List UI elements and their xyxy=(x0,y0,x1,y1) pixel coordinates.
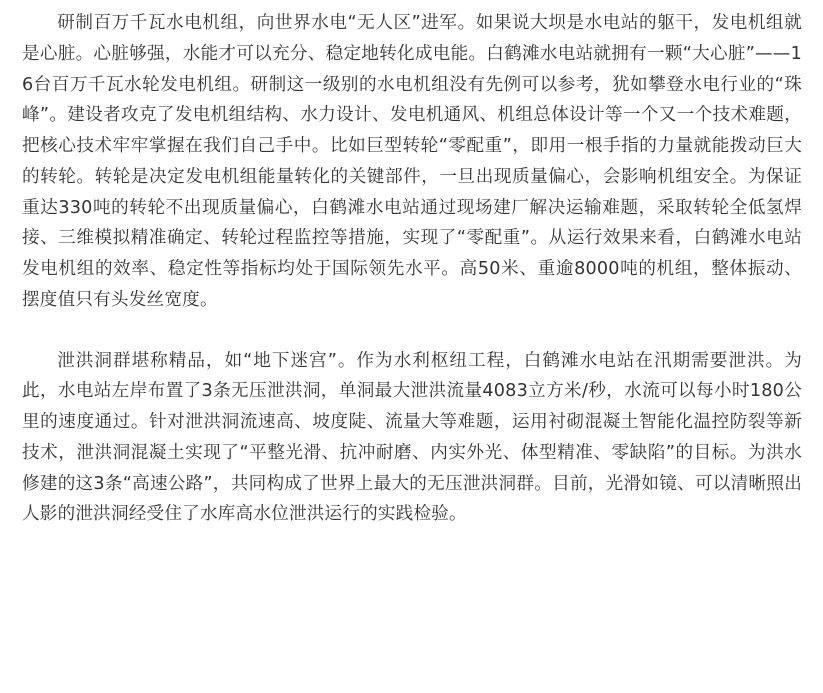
paragraph-spillway-tunnels: 泄洪洞群堪称精品，如“地下迷宫”。作为水利枢纽工程，白鹤滩水电站在汛期需要泄洪。为此，水电站左岸布置了3条无压泄洪洞，单洞最大泄洪流量4083立方米/秒，水流可以每小时180公里的速度通过。针对泄洪洞流速高、坡度陡、流量大等难题，运用衬砌混凝土智能化温控防裂等新技术，泄洪洞混凝土实现了“平整光滑、抗冲耐磨、内实外光、体型精准、零缺陷”的目标。为洪水修建的这3条“高速公路”，共同构成了世界上最大的无压泄洪洞群。目前，光滑如镜、可以清晰照出人影的泄洪洞经受住了水库高水位泄洪运行的实践检验。 xyxy=(22,350,802,525)
paragraph-generator-units: 研制百万千瓦水电机组，向世界水电“无人区”进军。如果说大坝是水电站的躯干，发电机组就是心脏。心脏够强，水能才可以充分、稳定地转化成电能。白鹤滩水电站就拥有一颗“大心脏”——16台百万千瓦水轮发电机组。研制这一级别的水电机组没有先例可以参考，犹如攀登水电行业的“珠峰”。建设者攻克了发电机组结构、水力设计、发电机通风、机组总体设计等一个又一个技术难题，把核心技术牢牢掌握在我们自己手中。比如巨型转轮“零配重”，即用一根手指的力量就能拨动巨大的转轮。转轮是决定发电机组能量转化的关键部件，一旦出现质量偏心，会影响机组安全。为保证重达330吨的转轮不出现质量偏心，白鹤滩水电站通过现场建厂解决运输难题，采取转轮全低氢焊接、三维模拟精准确定、转轮过程监控等措施，实现了“零配重”。从运行效果来看，白鹤滩水电站发电机组的效率、稳定性等指标均处于国际领先水平。高50米、重逾8000吨的机组，整体振动、摆度值只有头发丝宽度。 xyxy=(22,13,802,310)
article-body xyxy=(22,8,802,530)
